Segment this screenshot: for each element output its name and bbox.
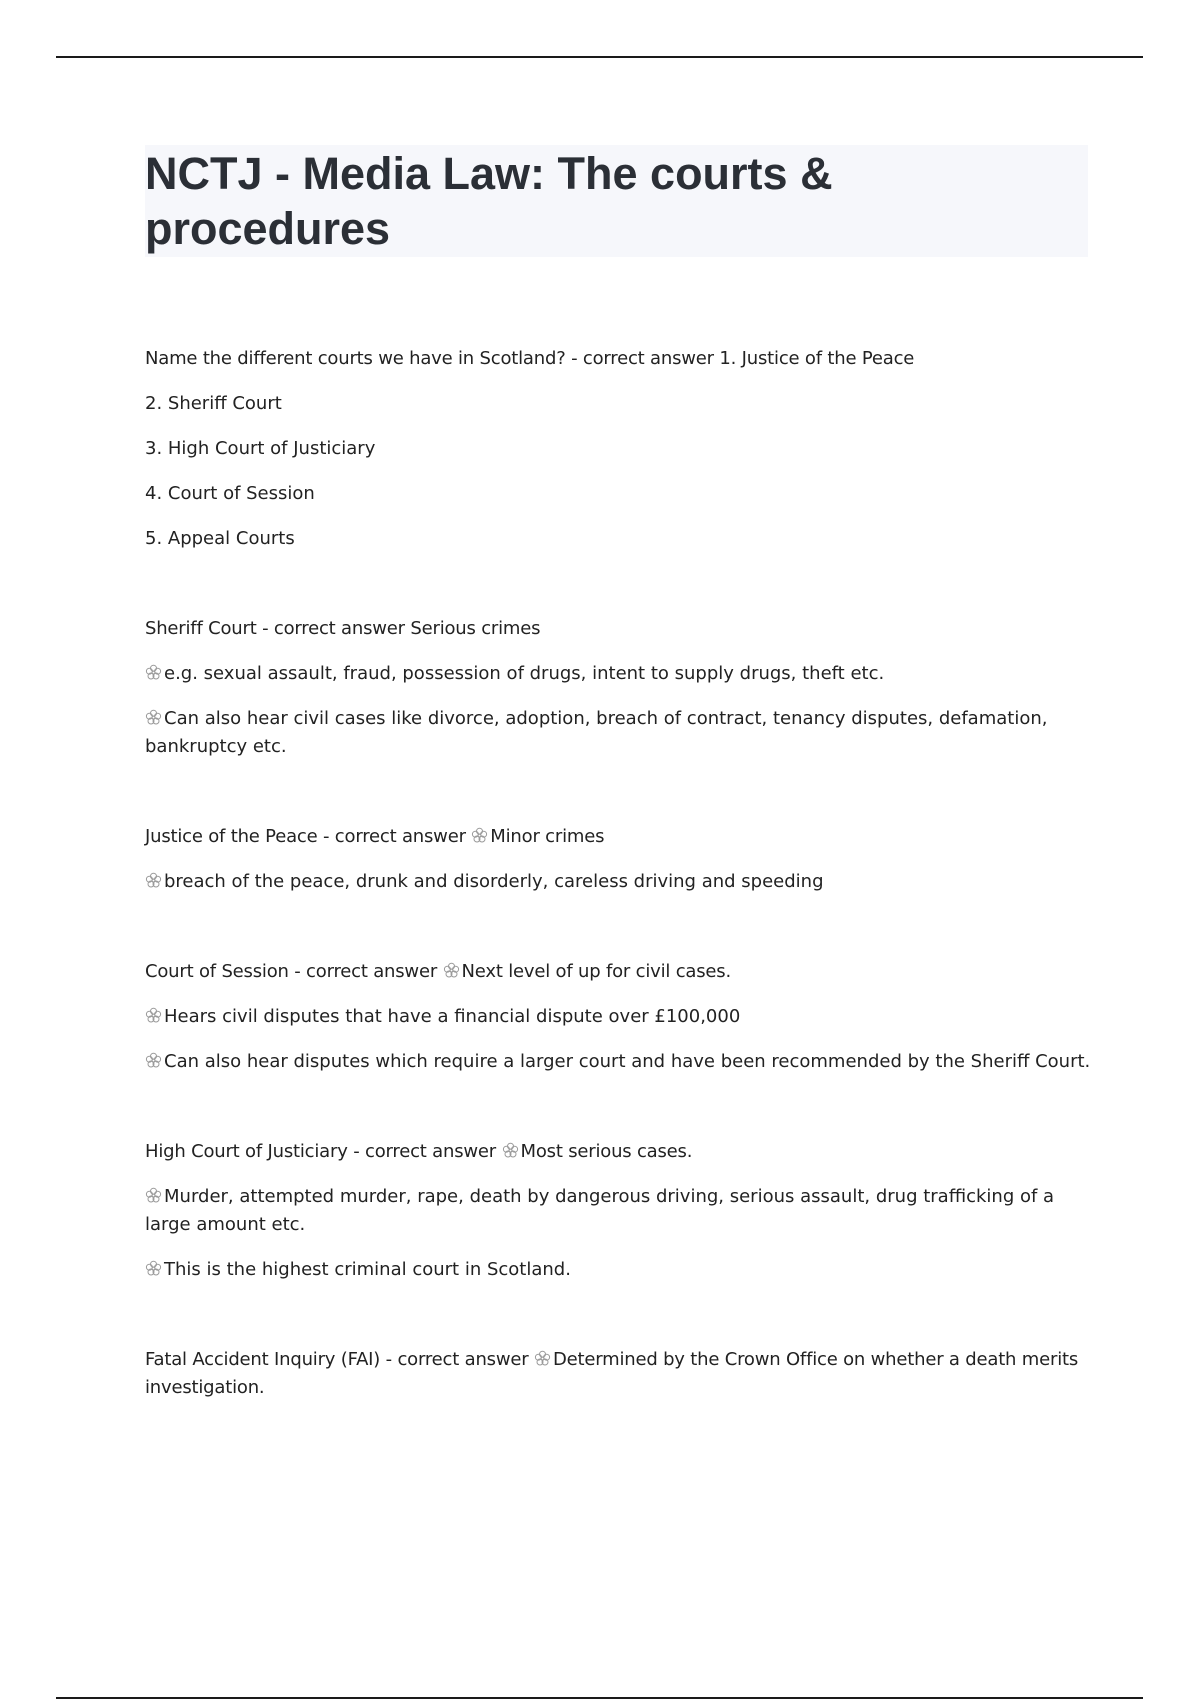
answer-text: Minor crimes [490, 826, 605, 847]
flower-bullet-icon [443, 962, 460, 979]
answer-line [145, 1183, 1095, 1239]
question-text: High Court of Justiciary [145, 1141, 348, 1162]
answer-line-text: Hears civil disputes that have a financial dispute over £100,000 [164, 1006, 741, 1027]
answer-line-text: This is the highest criminal court in Scotland. [164, 1259, 571, 1280]
flower-bullet-icon [145, 1052, 162, 1069]
flower-bullet-icon [145, 872, 162, 889]
answer-line [145, 390, 1095, 418]
answer-separator: - correct answer [380, 1349, 534, 1370]
flashcard [145, 1138, 1095, 1284]
answer-line-text: Can also hear disputes which require a larger court and have been recommended by the Sheriff Court. [164, 1051, 1091, 1072]
answer-line-text: Murder, attempted murder, rape, death by dangerous driving, serious assault, drug trafficking of a large amount etc. [145, 1186, 1055, 1235]
bottom-rule [56, 1697, 1143, 1699]
question-line [145, 345, 1095, 373]
answer-line [145, 660, 1095, 688]
flower-bullet-icon [534, 1350, 551, 1367]
question-text: Name the different courts we have in Scotland? [145, 348, 566, 369]
top-rule [56, 56, 1143, 58]
answer-line [145, 1256, 1095, 1284]
answer-line [145, 868, 1095, 896]
question-line [145, 823, 1095, 851]
answer-line-text: 3. High Court of Justiciary [145, 438, 376, 459]
answer-text: Serious crimes [410, 618, 541, 639]
question-line [145, 1138, 1095, 1166]
answer-text: Next level of up for civil cases. [461, 961, 731, 982]
answer-separator: - correct answer [317, 826, 472, 847]
flower-bullet-icon [145, 1007, 162, 1024]
question-line [145, 615, 1095, 643]
answer-line [145, 435, 1095, 463]
answer-line [145, 480, 1095, 508]
answer-line-text: 2. Sheriff Court [145, 393, 282, 414]
flashcard [145, 1346, 1095, 1402]
flashcard [145, 823, 1095, 896]
question-line [145, 1346, 1095, 1402]
answer-line [145, 705, 1095, 761]
answer-separator: - correct answer [347, 1141, 502, 1162]
flower-bullet-icon [471, 827, 488, 844]
flower-bullet-icon [502, 1142, 519, 1159]
answer-line [145, 1003, 1095, 1031]
answer-line-text: e.g. sexual assault, fraud, possession of drugs, intent to supply drugs, theft etc. [164, 663, 885, 684]
answer-line-text: 4. Court of Session [145, 483, 315, 504]
answer-separator: - correct answer [565, 348, 720, 369]
flower-bullet-icon [145, 1260, 162, 1277]
flower-bullet-icon [145, 664, 162, 681]
answer-separator: - correct answer [256, 618, 411, 639]
flashcard [145, 615, 1095, 761]
question-text: Court of Session [145, 961, 289, 982]
flower-bullet-icon [145, 1187, 162, 1204]
flashcard [145, 345, 1095, 553]
answer-separator: - correct answer [288, 961, 443, 982]
question-line [145, 958, 1095, 986]
question-text: Sheriff Court [145, 618, 257, 639]
question-text: Fatal Accident Inquiry (FAI) [145, 1349, 381, 1370]
answer-text: 1. Justice of the Peace [719, 348, 915, 369]
answer-line [145, 525, 1095, 553]
answer-text: Determined by the Crown Office on whether a death merits investigation. [145, 1349, 1079, 1398]
question-text: Justice of the Peace [145, 826, 318, 847]
flashcard-list [145, 345, 1095, 1464]
answer-line-text: Can also hear civil cases like divorce, adoption, breach of contract, tenancy disputes, defamation, bankruptcy etc. [145, 708, 1048, 757]
flashcard [145, 958, 1095, 1076]
answer-line-text: breach of the peace, drunk and disorderly, careless driving and speeding [164, 871, 824, 892]
answer-line [145, 1048, 1095, 1076]
answer-text: Most serious cases. [520, 1141, 693, 1162]
document-title: NCTJ - Media Law: The courts & procedures [145, 148, 833, 254]
answer-line-text: 5. Appeal Courts [145, 528, 295, 549]
flower-bullet-icon [145, 709, 162, 726]
